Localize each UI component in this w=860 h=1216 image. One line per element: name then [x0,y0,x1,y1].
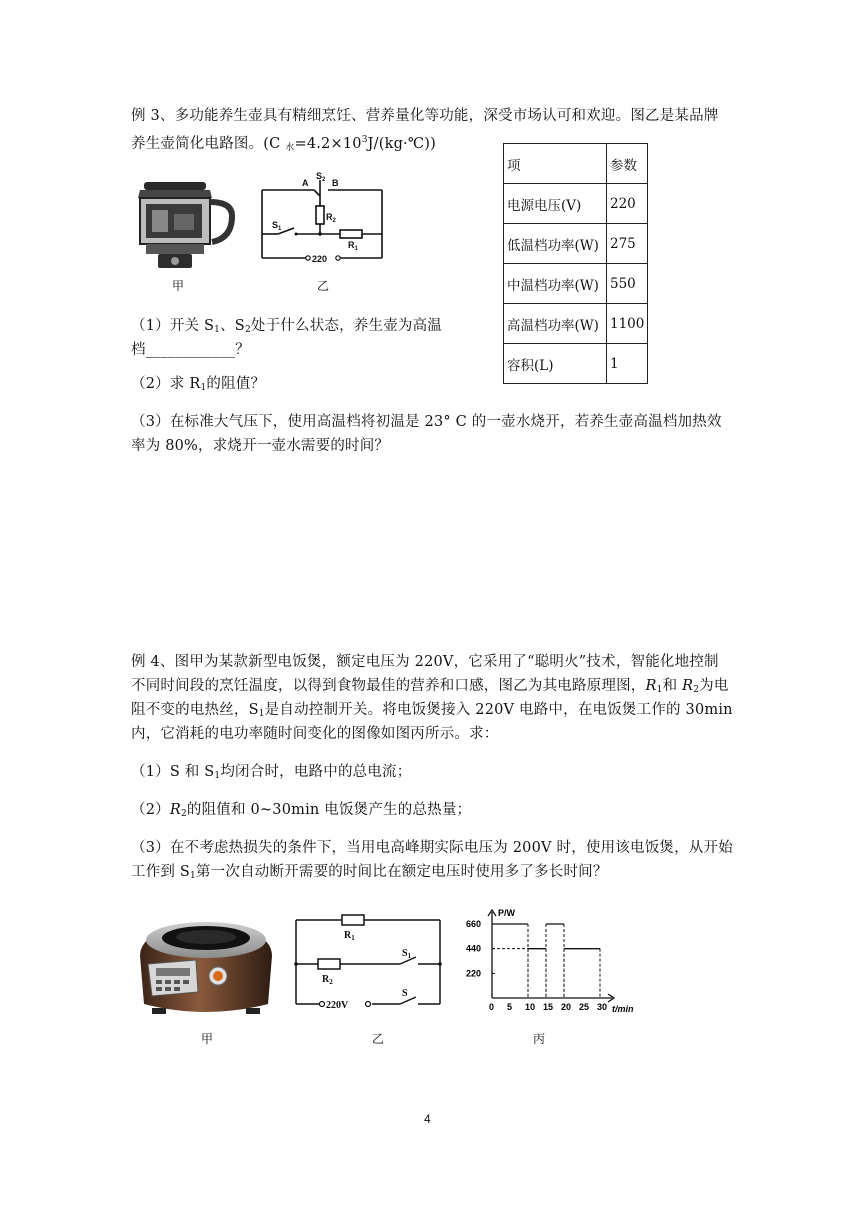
table-row [504,304,648,344]
table-cell: 容积(L) [504,344,607,384]
page-number: 4 [424,1112,431,1126]
x-tick-label: 20 [561,1002,572,1012]
ex4-q3-line1: （3）在不考虑热损失的条件下，当用电高峰期实际电压为 200V 时，使用该电饭煲，从开始 [131,840,733,856]
table-row [504,184,648,224]
x-tick-label: 0 [489,1002,495,1012]
chart-ylabel: P/W [498,908,515,918]
ex3-intro-line2: 养生壶简化电路图。(C $_水=4.2\times 10^3J/(kg\cdot℃)$) [131,135,436,153]
ex4-fig-jia-caption: 甲 [201,1032,214,1046]
ex4-line4: 内，它消耗的电功率随时间变化的图像如图丙所示。求： [131,726,499,742]
table-row [504,224,648,264]
ex4-circuit-diagram [292,910,444,1010]
table-row [504,344,648,384]
ex4-q1: （1）S 和 $S_1$均闭合时，电路中的总电流； [131,764,412,781]
table-cell: 1100 [607,304,648,344]
y-tick-label: 220 [466,968,482,979]
y-tick-label: 440 [466,943,482,954]
table-cell: 高温档功率(W) [504,304,607,344]
table-header-item: 项 [504,144,607,184]
table-cell: 低温档功率(W) [504,224,607,264]
table-cell: 中温档功率(W) [504,264,607,304]
circuit-label-a: A [302,178,309,188]
circuit-label-s1: $S_1$ [272,220,282,232]
rice-cooker-image [134,912,278,1022]
circuit-label-r2: $R_2$ [322,974,333,986]
ex4-q2: $(2)R_2$的阻值和 0~30min 电饭煲产生的总热量； [131,802,472,819]
circuit-label-voltage: 220V [326,1000,349,1010]
ex4-q3-line2: 工作到 $S_1$第一次自动断开需要的时间比在额定电压时使用多了多长时间？ [131,864,608,881]
x-tick-label: 15 [543,1002,554,1012]
y-tick-label: 660 [466,919,482,929]
ex4-fig-bing-caption: 丙 [533,1032,546,1046]
table-cell: 电源电压(V) [504,184,607,224]
ex4-line3: 阻不变的电热丝，$S_1$是自动控制开关。将电饭煲接入 220V 电路中，在电饭煲工作的 30min [131,702,733,719]
circuit-label-s: S [402,988,408,999]
ex4-line2: 不同时间段的烹饪温度，以得到食物最佳的营养和口感，图乙为其电路原理图，$R_1$和 $R_2$为电 [131,678,729,695]
ex4-fig-yi-caption: 乙 [372,1032,385,1046]
ex3-q3-line1: （3）在标准大气压下，使用高温档将初温是 23° C 的一壶水烧开，若养生壶高温档加热效 [131,414,722,430]
table-cell: 220 [607,184,648,224]
table-header-value: 参数 [607,144,648,184]
table-cell: 275 [607,224,648,264]
ex3-circuit-diagram [256,172,388,272]
x-tick-label: 30 [597,1002,608,1012]
ex3-q2: （2）求 $R_1$的阻值？ [131,376,266,393]
circuit-label-r1: $R_1$ [344,930,355,942]
ex3-q1-line2: 档____________？ [131,342,250,358]
table-cell: 550 [607,264,648,304]
kettle-image [132,176,236,274]
chart-xlabel: t/min [612,1004,634,1014]
table-row [504,144,648,184]
power-time-chart [462,904,642,1016]
ex3-fig-jia-caption: 甲 [172,279,185,293]
circuit-label-s1: $S_1$ [402,948,412,960]
ex4-line1: 例 4、图甲为某款新型电饭煲，额定电压为 220V，它采用了“聪明火”技术，智能化地控制 [131,654,719,670]
circuit-label-b: B [332,178,339,188]
x-tick-label: 10 [525,1002,536,1012]
x-tick-label: 5 [507,1002,513,1012]
ex3-fig-yi-caption: 乙 [317,279,330,293]
x-tick-label: 25 [579,1002,590,1012]
table-row [504,264,648,304]
ex3-q3-line2: 率为 80%，求烧开一壶水需要的时间？ [131,438,390,454]
circuit-label-r2: $R_2$ [326,212,336,224]
circuit-label-r1: $R_1$ [348,240,358,252]
circuit-label-voltage: 220 [312,254,328,264]
ex3-intro-line1: 例 3、多功能养生壶具有精细烹饪、营养量化等功能，深受市场认可和欢迎。图乙是某品牌 [131,108,719,124]
circuit-label-s2: $S_2$ [316,172,326,183]
parameter-table [503,143,648,384]
ex3-q1-line1: （1）开关 $S_1$、$S_2$处于什么状态，养生壶为高温 [131,318,442,335]
table-cell: 1 [607,344,648,384]
